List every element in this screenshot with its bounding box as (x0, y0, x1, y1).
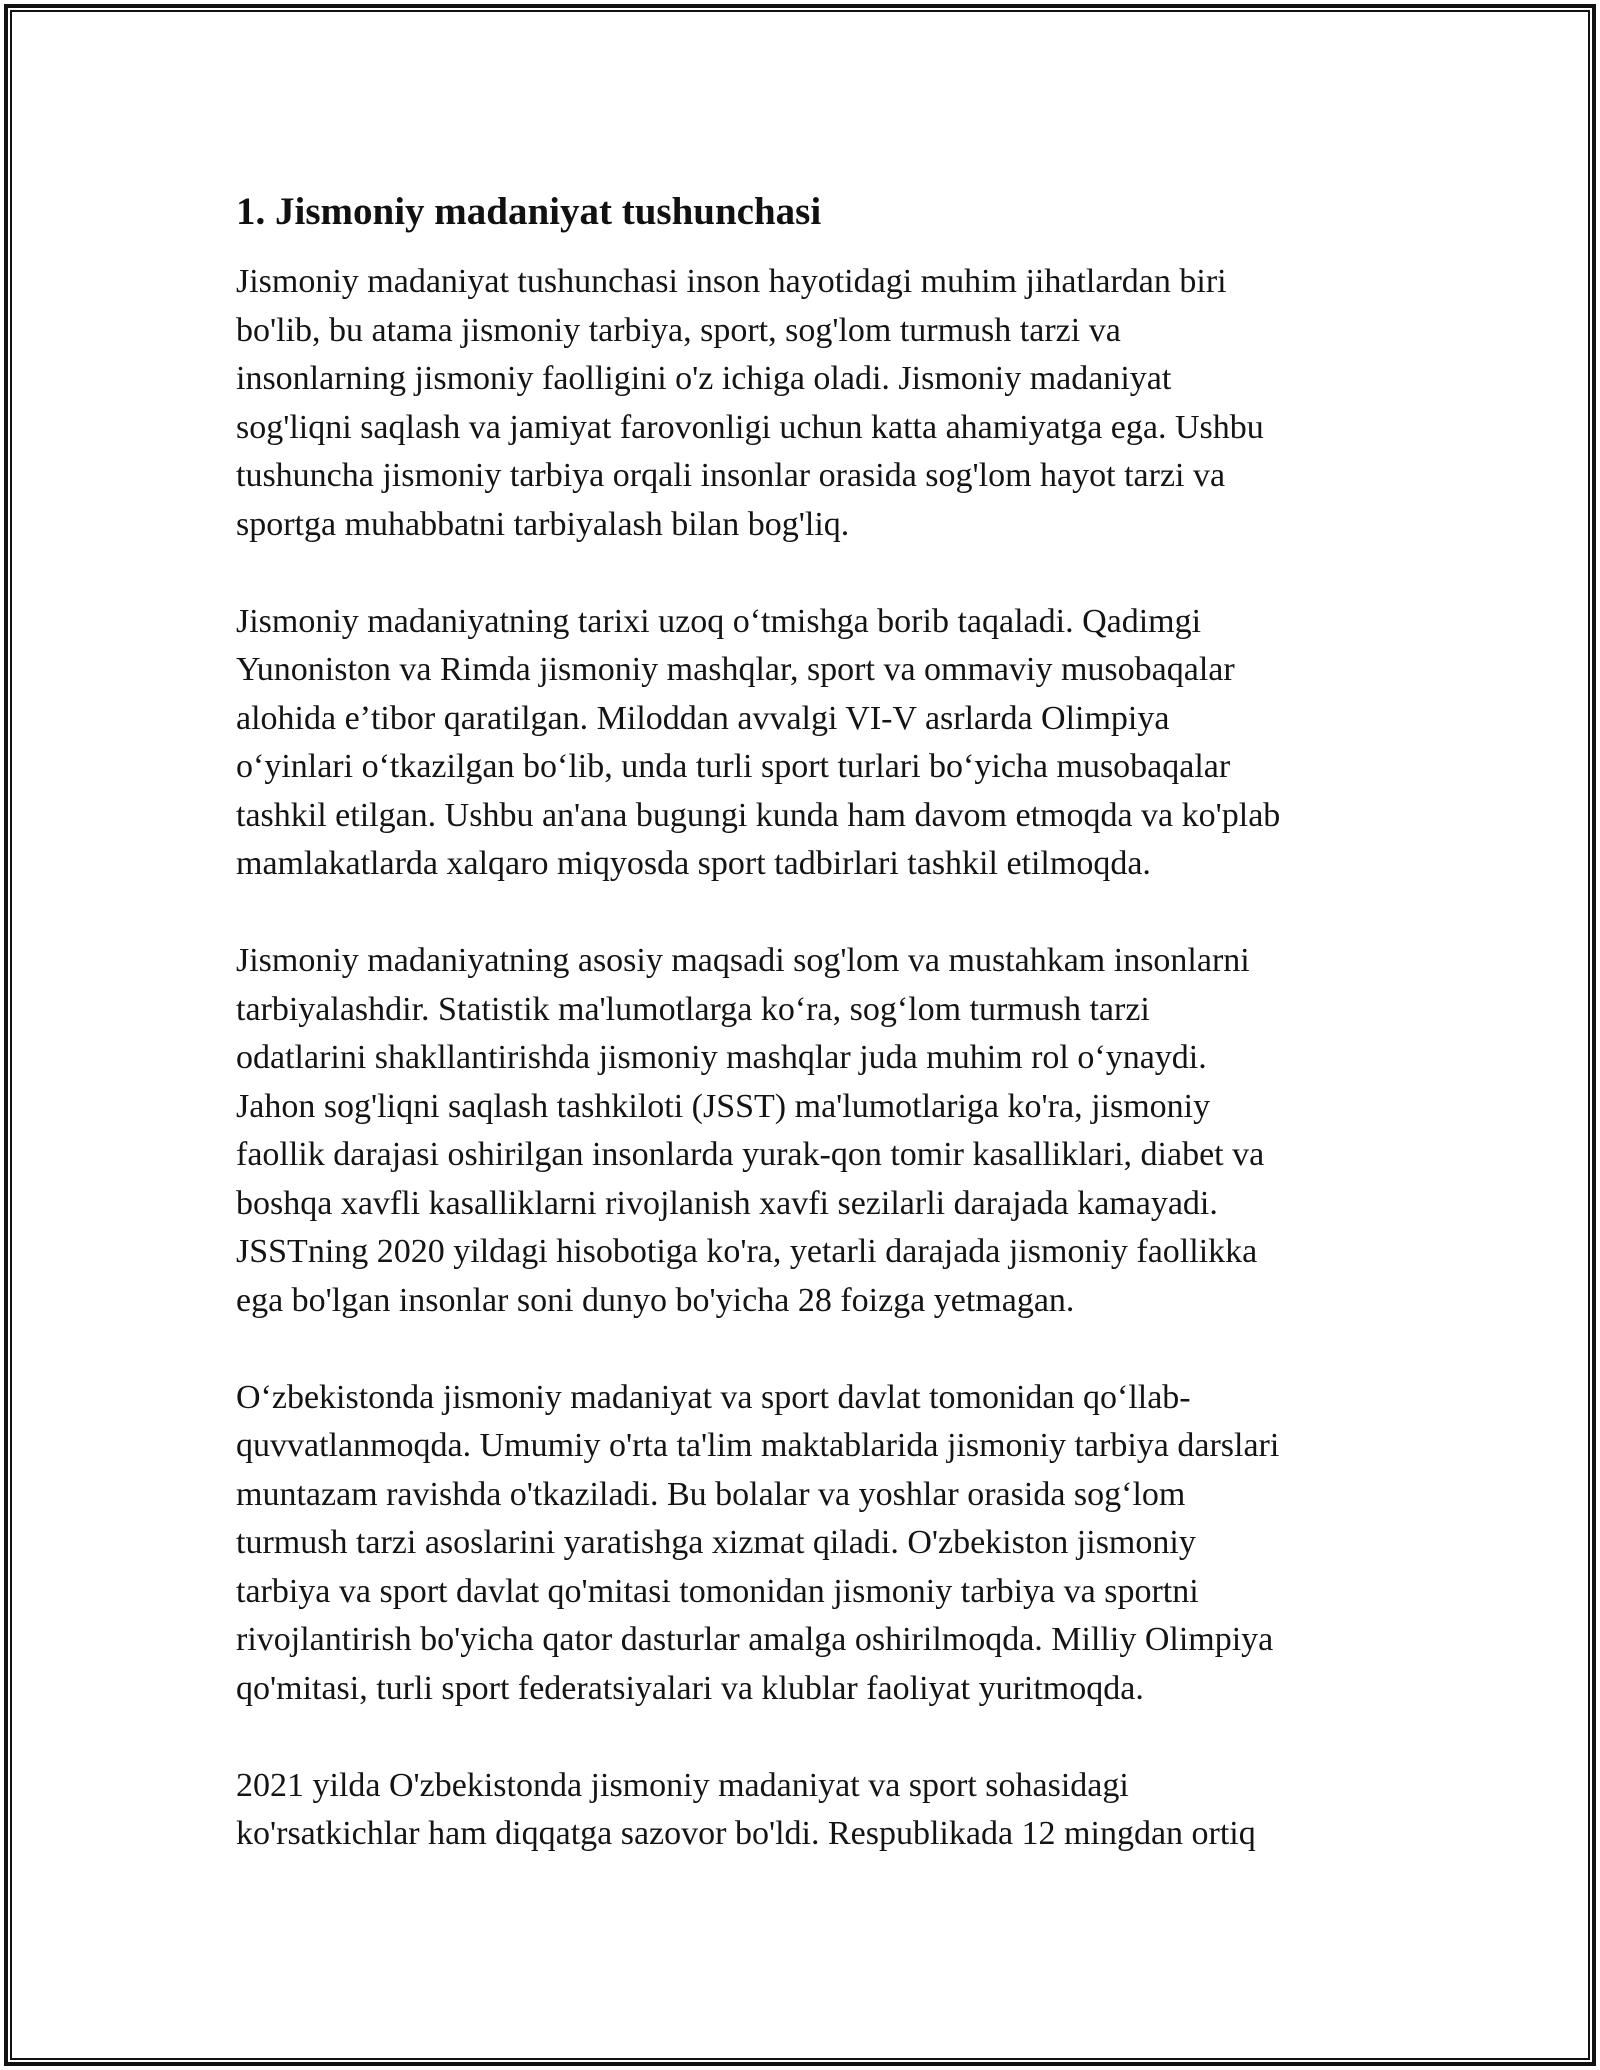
paragraph-1: Jismoniy madaniyat tushunchasi inson hayotidagi muhim jihatlardan biri bo'lib, bu atama jismoniy tarbiya, sport, sog'lom turmush tarzi va insonlarning jismoniy faolligini o'z ichiga oladi. Jismoniy madaniyat sog'liqni saqlash va jamiyat farovonligi uchun katta ahamiyatga ega. Ushbu tushuncha jismoniy tarbiya orqali insonlar orasida sog'lom hayot tarzi va sportga muhabbatni tarbiyalash bilan bog'liq. (236, 263, 1264, 543)
paragraph-4: Oʻzbekistonda jismoniy madaniyat va sport davlat tomonidan qoʻllab- quvvatlanmoqda. Umumiy o'rta ta'lim maktablarida jismoniy tarbiya darslari muntazam ravishda o'tkaziladi. Bu bolalar va yoshlar orasida sogʻlom turmush tarzi asoslarini yaratishga xizmat qiladi. O'zbekiston jismoniy tarbiya va sport davlat qo'mitasi tomonidan jismoniy tarbiya va sportni rivojlantirish bo'yicha qator dasturlar amalga oshirilmoqda. Milliy Olimpiya qo'mitasi, turli sport federatsiyalari va klublar faoliyat yuritmoqda. (236, 1378, 1280, 1707)
section-heading: 1. Jismoniy madaniyat tushunchasi (236, 190, 822, 233)
paragraph-5: 2021 yilda O'zbekistonda jismoniy madaniyat va sport sohasidagi ko'rsatkichlar ham diqqatga sazovor bo'ldi. Respublikada 12 mingdan ortiq (236, 1766, 1256, 1852)
document-body (236, 188, 1364, 1907)
paragraph-2: Jismoniy madaniyatning tarixi uzoq oʻtmishga borib taqaladi. Qadimgi Yunoniston va Rimda jismoniy mashqlar, sport va ommaviy musobaqalar alohida eʼtibor qaratilgan. Miloddan avvalgi VI-V asrlarda Olimpiya oʻyinlari oʻtkazilgan boʻlib, unda turli sport turlari boʻyicha musobaqalar tashkil etilgan. Ushbu an'ana bugungi kunda ham davom etmoqda va ko'plab mamlakatlarda xalqaro miqyosda sport tadbirlari tashkil etilmoqda. (236, 602, 1281, 882)
paragraph-3: Jismoniy madaniyatning asosiy maqsadi sog'lom va mustahkam insonlarni tarbiyalashdir. Statistik ma'lumotlarga koʻra, sogʻlom turmush tarzi odatlarini shakllantirishda jismoniy mashqlar juda muhim rol oʻynaydi. Jahon sog'liqni saqlash tashkiloti (JSST) ma'lumotlariga ko'ra, jismoniy faollik darajasi oshirilgan insonlarda yurak-qon tomir kasalliklari, diabet va boshqa xavfli kasalliklarni rivojlanish xavfi sezilarli darajada kamayadi. JSSTning 2020 yildagi hisobotiga ko'ra, yetarli darajada jismoniy faollikka ega bo'lgan insonlar soni dunyo bo'yicha 28 foizga yetmagan. (236, 942, 1265, 1319)
